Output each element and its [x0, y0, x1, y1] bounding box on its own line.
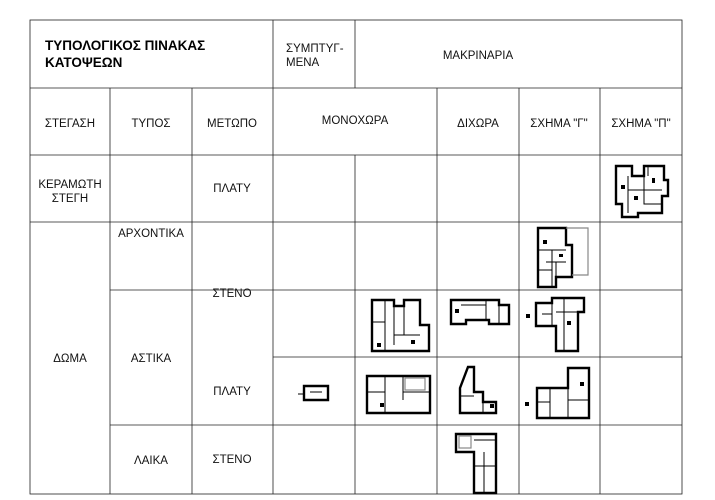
floor-plan-l-shape-wide-urban [525, 368, 589, 418]
header-single-room: ΜΟΝΟΧΩΡΑ [321, 115, 389, 127]
floor-plan-two-room-narrow-urban [451, 300, 509, 324]
roofing-flat: ΔΩΜΑ [53, 353, 87, 365]
header-l-shape: ΣΧΗΜΑ "Γ" [530, 118, 588, 130]
header-elongated: ΜΑΚΡΙΝΑΡΙΑ [442, 50, 514, 62]
roofing-tiled-line2: ΣΤΕΓΗ [51, 193, 89, 205]
facade-narrow-2: ΣΤΕΝΟ [212, 454, 252, 466]
floor-plan-u-shape-tiled [616, 166, 668, 217]
header-compact-line2: ΜΕΝΑ [286, 57, 320, 69]
header-facade: ΜΕΤΩΠΟ [207, 118, 257, 130]
floor-plan-l-shape-narrow-urban [526, 298, 584, 351]
facade-narrow-1: ΣΤΕΝΟ [212, 288, 252, 300]
header-two-room: ΔΙΧΩΡΑ [457, 118, 499, 130]
floor-plan-two-room-narrow-folk [456, 434, 496, 493]
header-type: ΤΥΠΟΣ [131, 118, 171, 130]
floor-plan-single-room-narrow-urban [372, 300, 429, 351]
facade-wide-1: ΠΛΑΤΥ [213, 183, 251, 195]
facade-wide-2: ΠΛΑΤΥ [213, 386, 251, 398]
floor-plan-single-room-wide-urban [298, 386, 328, 400]
type-folk: ΛΑΙΚΑ [134, 455, 168, 467]
type-mansions: ΑΡΧΟΝΤΙΚΑ [118, 228, 184, 240]
floor-plan-l-shape-mansion [538, 228, 588, 287]
roofing-tiled-line1: ΚΕΡΑΜΩΤΗ [38, 179, 102, 191]
table-grid [30, 20, 682, 494]
table-title-line2: ΚΑΤΟΨΕΩΝ [45, 55, 123, 70]
floor-plan-single-room-wide-urban-2 [367, 376, 430, 413]
table-title-line1: ΤΥΠΟΛΟΓΙΚΟΣ ΠΙΝΑΚΑΣ [45, 38, 206, 53]
floor-plan-two-room-wide-urban [460, 367, 496, 413]
header-roofing: ΣΤΕΓΑΣΗ [44, 118, 96, 130]
header-u-shape: ΣΧΗΜΑ "Π" [611, 118, 671, 130]
header-compact-line1: ΣΥΜΠΤΥΓ- [286, 43, 344, 55]
type-urban: ΑΣΤΙΚΑ [130, 353, 172, 365]
